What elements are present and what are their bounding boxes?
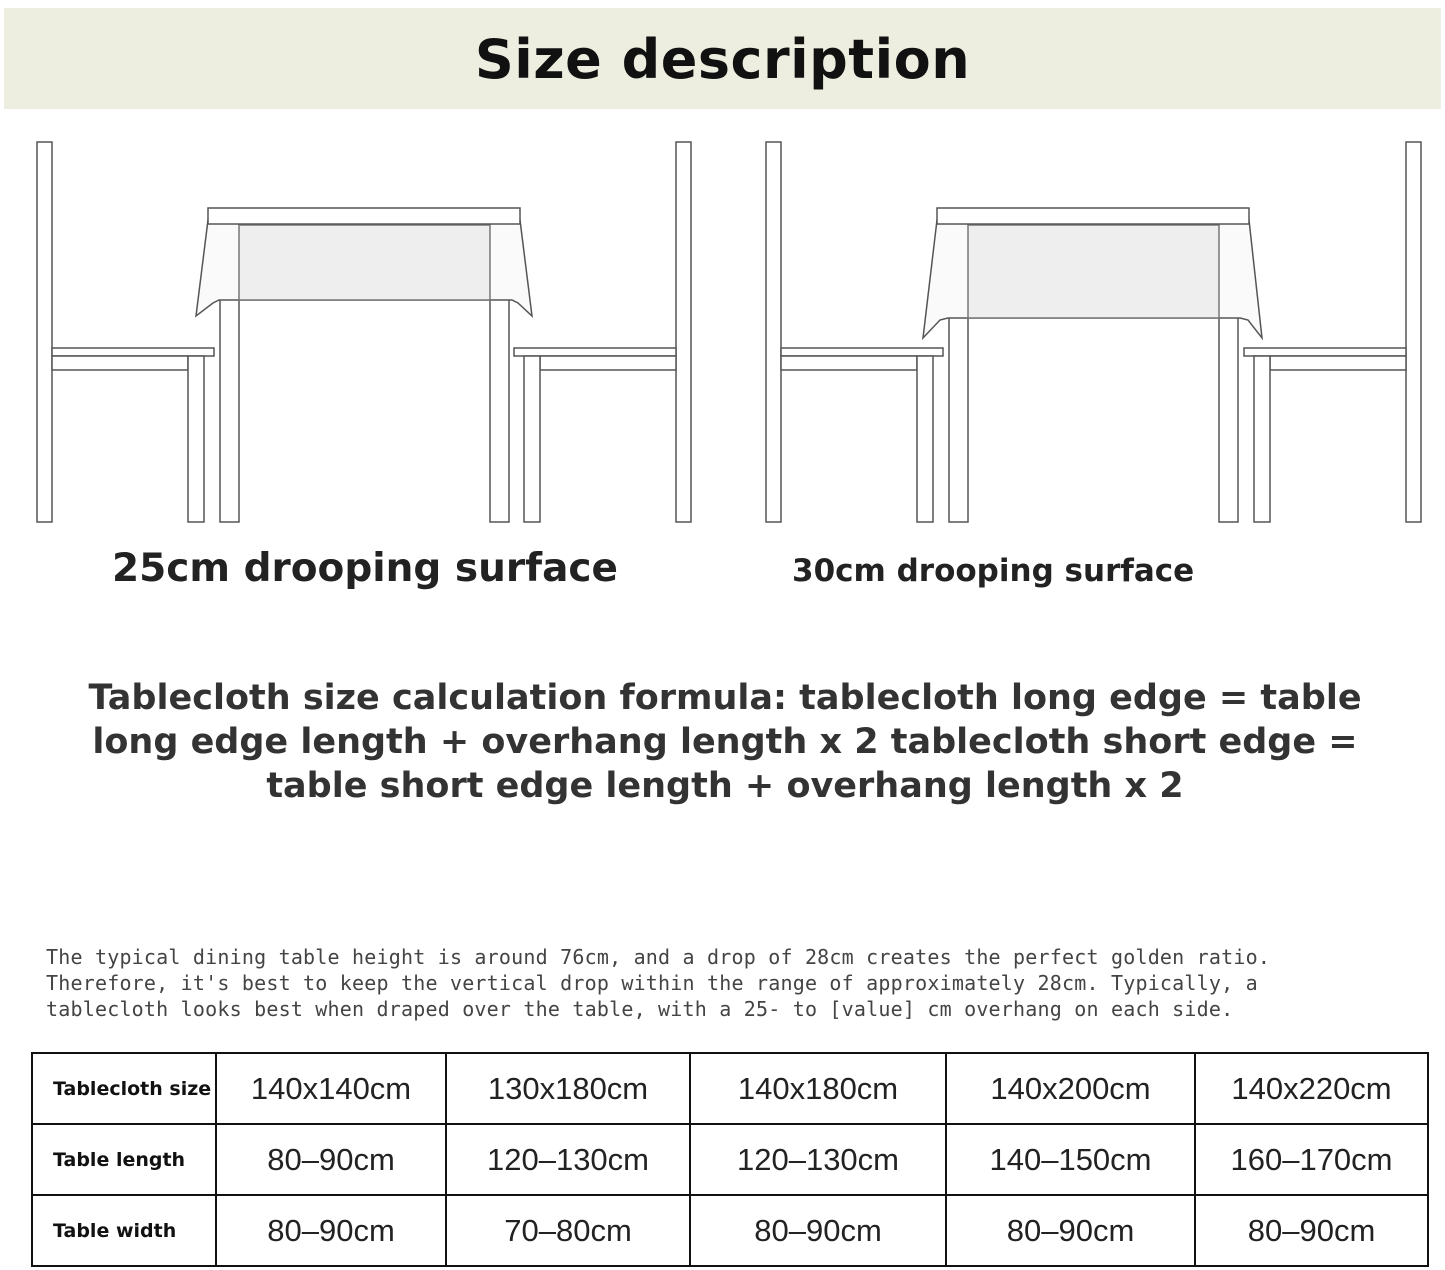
table-cell: 120–130cm: [446, 1124, 690, 1195]
table-row: [32, 1053, 1428, 1124]
tablecloth-panel: [239, 225, 490, 300]
table-row: [32, 1195, 1428, 1266]
table-cell: 140x200cm: [946, 1053, 1195, 1124]
table-cell: 80–90cm: [946, 1195, 1195, 1266]
left-chair-leg: [917, 356, 933, 522]
table-cell: 160–170cm: [1195, 1124, 1428, 1195]
table-diagram-30cm: [760, 128, 1430, 538]
right-chair-rail: [540, 356, 676, 370]
table-cell: 140x220cm: [1195, 1053, 1428, 1124]
table-cell: 70–80cm: [446, 1195, 690, 1266]
caption-25cm: 25cm drooping surface: [112, 546, 618, 591]
left-chair-seat: [781, 348, 943, 356]
table-cell: 140x140cm: [216, 1053, 446, 1124]
table-top: [937, 208, 1249, 224]
table-diagram-25cm: [30, 128, 700, 538]
table-cell: 140–150cm: [946, 1124, 1195, 1195]
left-chair-back: [766, 142, 781, 522]
left-chair-leg: [188, 356, 204, 522]
drop-height-note: The typical dining table height is around 76cm, and a drop of 28cm creates the perfect golden ratio. Therefore, it's best to keep the vertical drop within the range of approximately 28cm. Typically, a tablecloth looks best when draped over the table, with a 25- to [value] cm overhang on each side.: [46, 945, 1271, 1021]
right-chair-back: [676, 142, 691, 522]
table-cell: 80–90cm: [1195, 1195, 1428, 1266]
table-cell: 80–90cm: [216, 1195, 446, 1266]
row-label: Table width: [32, 1195, 216, 1266]
left-chair-rail: [52, 356, 188, 370]
left-chair-rail: [781, 356, 917, 370]
right-chair-rail: [1270, 356, 1406, 370]
table-top: [208, 208, 520, 224]
table-cell: 140x180cm: [690, 1053, 946, 1124]
right-chair-leg: [1254, 356, 1270, 522]
table-cell: 80–90cm: [216, 1124, 446, 1195]
page-title: Size description: [474, 28, 971, 91]
table-chair-illustration: [760, 128, 1430, 538]
table-chair-illustration: [30, 128, 700, 538]
row-label: Table length: [32, 1124, 216, 1195]
right-chair-seat: [514, 348, 676, 356]
left-chair-seat: [52, 348, 214, 356]
right-chair-seat: [1244, 348, 1406, 356]
caption-30cm: 30cm drooping surface: [792, 553, 1195, 589]
right-chair-leg: [524, 356, 540, 522]
tablecloth-panel: [968, 225, 1219, 318]
table-cell: 130x180cm: [446, 1053, 690, 1124]
table-cell: 80–90cm: [690, 1195, 946, 1266]
table-cell: 120–130cm: [690, 1124, 946, 1195]
row-label: Tablecloth size: [32, 1053, 216, 1124]
size-formula: Tablecloth size calculation formula: tablecloth long edge = table long edge length + overhang length x 2 tablecloth short edge = table short edge length + overhang length x 2: [88, 678, 1362, 806]
size-table: [31, 1052, 1429, 1267]
table-row: [32, 1124, 1428, 1195]
header-band: [4, 8, 1441, 109]
left-chair-back: [37, 142, 52, 522]
right-chair-back: [1406, 142, 1421, 522]
